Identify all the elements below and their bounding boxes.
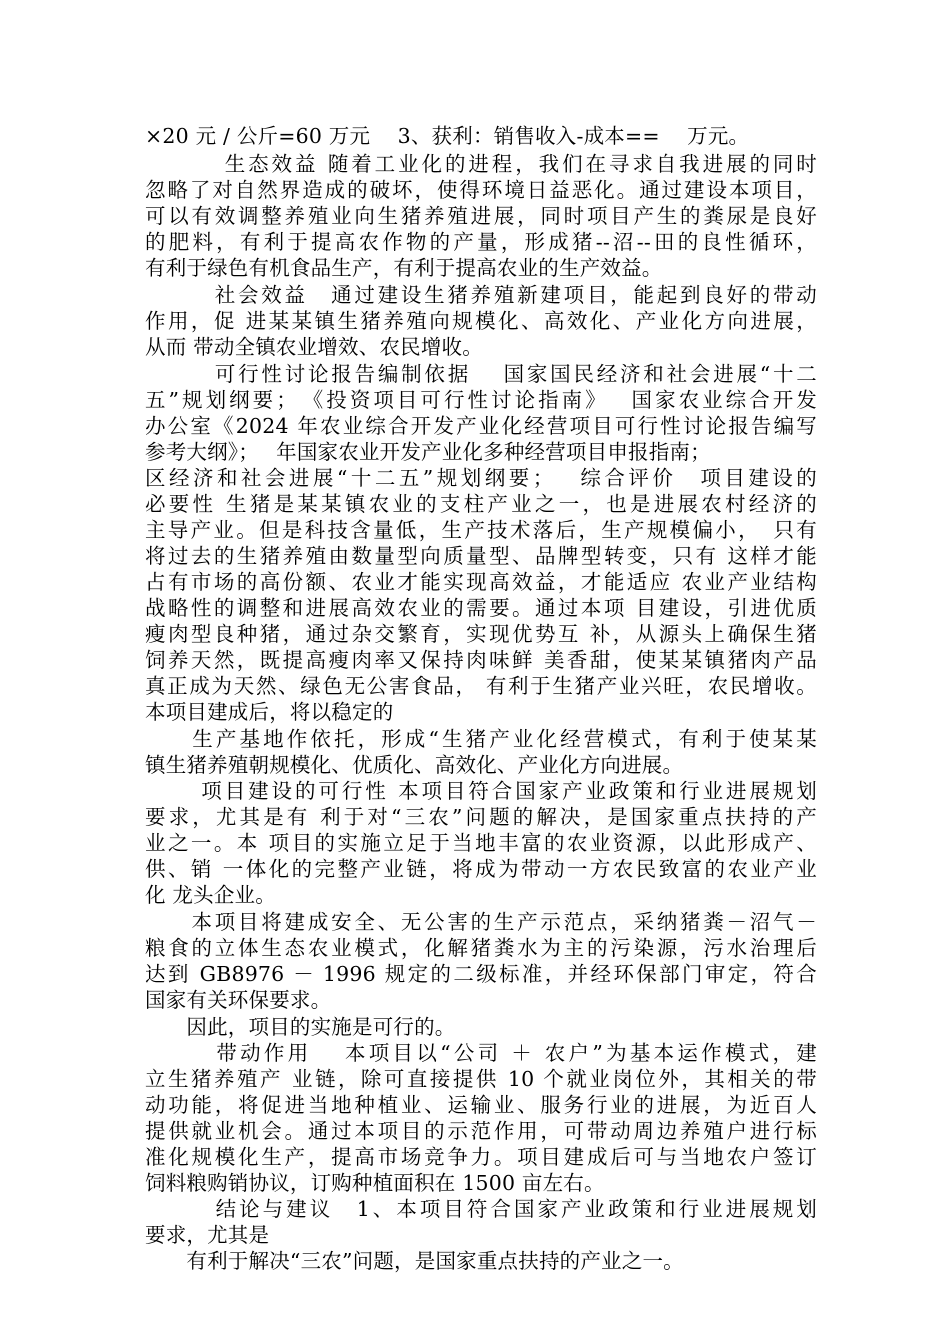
- text-line: 参考大纲》； 年国家农业开发产业化多种经营项目申报指南；: [145, 440, 711, 464]
- text-line: 化 龙头企业。: [145, 883, 276, 907]
- text-line: 项目建设的可行性 本项目符合国家产业政策和行业进展规划: [145, 779, 817, 803]
- text-line: 社会效益 通过建设生猪养殖新建项目，能起到良好的带动: [145, 283, 817, 307]
- text-line: 要求，尤其是: [145, 1223, 270, 1247]
- text-line: 带动作用 本项目以“公司 ＋ 农户”为基本运作模式，建: [145, 1041, 817, 1065]
- text-line: 饲养天然，既提高瘦肉率又保持肉味鲜 美香甜，使某某镇猪肉产品: [145, 648, 817, 672]
- text-line: 作用，促 进某某镇生猪养殖向规模化、高效化、产业化方向进展，: [145, 309, 817, 333]
- text-line: 区经济和社会进展“十二五”规划纲要； 综合评价 项目建设的: [145, 466, 817, 490]
- text-line: 主导产业。但是科技含量低，生产技术落后，生产规模偏小， 只有: [145, 518, 817, 542]
- text-line: 供、销 一体化的完整产业链，将成为带动一方农民致富的农业产业: [145, 857, 817, 881]
- text-line: 立生猪养殖产 业链，除可直接提供 10 个就业岗位外，其相关的带: [145, 1067, 817, 1091]
- text-line: 准化规模化生产，提高市场竞争力。项目建成后可与当地农户签订: [145, 1145, 817, 1169]
- text-line: 业之一。本 项目的实施立足于当地丰富的农业资源，以此形成产、: [145, 831, 817, 855]
- text-line: 因此，项目的实施是可行的。: [145, 1015, 456, 1039]
- text-line: 粮食的立体生态农业模式，化解猪粪水为主的污染源，污水治理后: [145, 936, 817, 960]
- text-line: 饲料粮购销协议，订购种植面积在 1500 亩左右。: [145, 1171, 605, 1195]
- text-line: 从而 带动全镇农业增效、农民增收。: [145, 335, 483, 359]
- text-line: 生产基地作依托，形成“生猪产业化经营模式，有利于使某某: [145, 727, 817, 751]
- text-line: 忽略了对自然界造成的破坏，使得环境日益恶化。通过建设本项目，: [145, 178, 817, 202]
- text-line: 可行性讨论报告编制依据 国家国民经济和社会进展“十二: [145, 362, 817, 386]
- text-line: 办公室《2024 年农业综合开发产业化经营项目可行性讨论报告编写: [145, 414, 817, 438]
- text-line: 五”规划纲要； 《投资项目可行性讨论指南》 国家农业综合开发: [145, 388, 817, 412]
- text-line: 本项目建成后，将以稳定的: [145, 700, 394, 724]
- text-line: 国家有关环保要求。: [145, 988, 332, 1012]
- text-line: 结论与建议 1、本项目符合国家产业政策和行业进展规划: [145, 1197, 817, 1221]
- text-line: 本项目将建成安全、无公害的生产示范点，采纳猪粪－沼气－: [145, 910, 817, 934]
- text-line: 占有市场的高份额、农业才能实现高效益，才能适应 农业产业结构: [145, 570, 817, 594]
- text-line: 真正成为天然、绿色无公害食品， 有利于生猪产业兴旺，农民增收。: [145, 674, 817, 698]
- text-line: 战略性的调整和进展高效农业的需要。通过本项 目建设，引进优质: [145, 596, 817, 620]
- text-line: 有利于绿色有机食品生产，有利于提高农业的生产效益。: [145, 256, 663, 280]
- text-line: 提供就业机会。通过本项目的示范作用，可带动周边养殖户进行标: [145, 1119, 817, 1143]
- text-line: 瘦肉型良种猪，通过杂交繁育，实现优势互 补，从源头上确保生猪: [145, 622, 817, 646]
- text-line: ×20 元 / 公斤=60 万元 3、获利：销售收入-成本== 万元。: [145, 124, 750, 148]
- text-line: 生态效益 随着工业化的进程，我们在寻求自我进展的同时: [145, 152, 817, 176]
- text-line: 动功能，将促进当地种植业、运输业、服务行业的进展，为近百人: [145, 1093, 817, 1117]
- text-line: 达到 GB8976 － 1996 规定的二级标准，并经环保部门审定，符合: [145, 962, 817, 986]
- text-line: 必要性 生猪是某某镇农业的支柱产业之一，也是进展农村经济的: [145, 492, 817, 516]
- text-line: 可以有效调整养殖业向生猪养殖进展，同时项目产生的粪尿是良好: [145, 204, 817, 228]
- text-line: 有利于解决“三农”问题，是国家重点扶持的产业之一。: [145, 1249, 684, 1273]
- text-line: 的肥料，有利于提高农作物的产量，形成猪--沼--田的良性循环，: [145, 230, 817, 254]
- text-line: 将过去的生猪养殖由数量型向质量型、品牌型转变，只有 这样才能: [145, 544, 817, 568]
- text-line: 镇生猪养殖朝规模化、优质化、高效化、产业化方向进展。: [145, 753, 684, 777]
- text-line: 要求，尤其是有 利于对“三农”问题的解决，是国家重点扶持的产: [145, 805, 817, 829]
